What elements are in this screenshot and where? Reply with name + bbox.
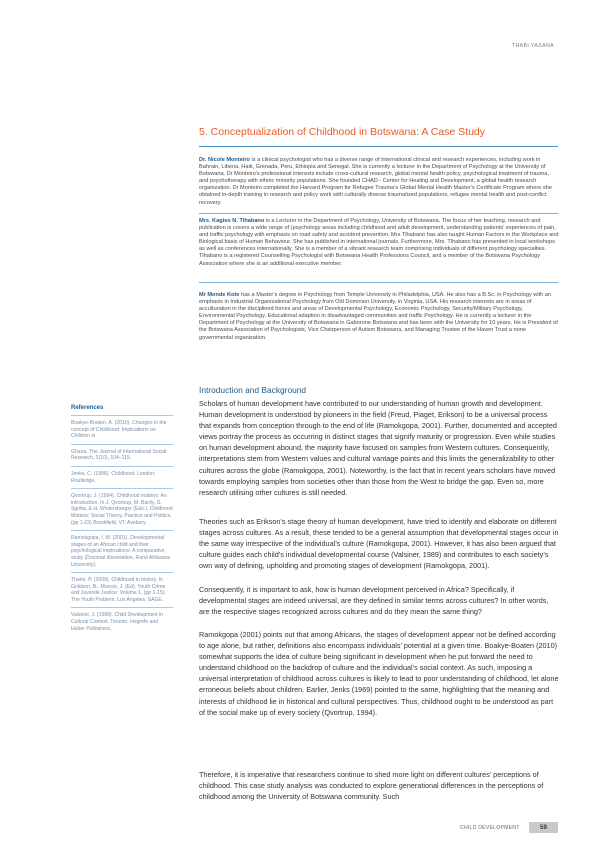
reference-item: Thane, P. (2009). Childhood in history. In Goldson, B., Muncie, J. (Ed), Youth Crime and Juvenile Justice: Volume 1, (pp 1-15). The Youth Problem. Los Angeles: SAGE. bbox=[71, 577, 166, 603]
author-name: Dr. Nicole Monteiro bbox=[199, 157, 250, 163]
author-bio-monteiro bbox=[199, 157, 559, 207]
body-paragraph: Consequently, it is important to ask, how is human development perceived in Africa? Specifically, if developmental stages are indeed universal, are they defined in similar terms across cultures? In other words, are the respective stages recognized across cultures and do they mean the same thing? bbox=[199, 585, 549, 617]
reference-item: Ghana. The Journal of International Social Research, 3(10), 104–115. bbox=[71, 448, 167, 462]
reference-item: Ramokgopa, I. M. (2001). Developmental stages of an African child and their psychological implications: A comparative study (Doctoral dissertation, Rand Afrikaans University). bbox=[71, 535, 171, 568]
footer-label: CHILD DEVELOPMENT bbox=[460, 825, 520, 831]
body-paragraph: Theories such as Erikson’s stage theory of human development, have tried to identify and elaborate on different stages across cultures. As a result, these tended to be a general assumption that developmental stages occur in the same way irrespective of the individual’s culture (Ramokgopa, 2001). However, it has also been argued that culture guides each child’s individual developmental course (Valsiner, 1989) and contributes to each society’s own way of defining, upholding and promoting stages of development (Ramokgopa, 2001). bbox=[199, 517, 559, 571]
reference-divider bbox=[71, 415, 173, 416]
reference-item: Valsiner, J. (1989). Child Development in Cultural Context. Toronto: Hogrefe and Huber Publishers. bbox=[71, 612, 163, 632]
reference-divider bbox=[71, 488, 173, 489]
body-paragraph: Scholars of human development have contributed to our understanding of human growth and development. Human development is understood by pioneers in the field (Freud, Piaget, Erikson) to be a universal process that expands from conception through to the end of life (Ramokgopa, 2001). Further, documented and accepted views portray the process as occurring in distinct stages that signify maturity or progression. Even while studies on human development abound, the majority have focused on samples from Western cultures. Consequently, interpretations stem from Western values and cultural vantage points and this limits the generalizability to other cultures across the globe (Ramokgopa, 2001). Noteworthy, is the fact that in recent years scholars have moved towards employing samples from societies other than those from the West to bridge the gap. Even so, more research utilising other cultures is still needed. bbox=[199, 399, 557, 497]
reference-item: Qvortrup, J. (1994). Childhood matters: An introduction. In J. Qvortrup, M. Bardy, G. Sgritta, & H. Wintersberger (Eds.), Childhood Matters: Social Theory, Practice and Politics, (pp 1-23) Brookfield, VT: Avebury. bbox=[71, 493, 173, 526]
section-heading: Introduction and Background bbox=[199, 385, 307, 395]
reference-divider bbox=[71, 444, 173, 445]
references-heading: References bbox=[71, 405, 104, 411]
author-bio-text: has a Master’s degree in Psychology from Temple University in Philadelphia, USA. He also has a B.Sc. in Psychology with an emphasis in Industrial Organizational Psychology from Old Dominion University, in Virginia, USA. His research interests are in areas of acculturation in the disciplined forces and areas of Developmental Psychology, Economic Psychology, Security/Military Psychology, Environmental Psychology, Educational adaption in disadvantaged communities and traffic Psychology. He is currently a lecturer in the Department of Psychology at the University of Botswana in Gaborone Botswana and has been with the University for 10 years. He is President of the Botswana Association of Psychologists, Vice Chairperson of Autism Botswana, and Managing Trustee of the Haven Trust a none governmental organization. bbox=[199, 292, 558, 341]
reference-item: Boakye-Boaten, A. (2010). Changes in the concept of Childhood: Implications on Children in bbox=[71, 420, 167, 440]
page-number: 59 bbox=[540, 824, 547, 831]
reference-divider bbox=[71, 466, 173, 467]
author-divider bbox=[199, 213, 558, 214]
chapter-title: 5. Conceptualization of Childhood in Botswana: A Case Study bbox=[199, 126, 486, 138]
body-paragraph: Ramokgopa (2001) points out that among Africans, the stages of development appear not be defined according to age alone, but rather, definitions also encompass individuals’ potential at a given time. Boakye-Boaten (2010) somewhat supports the idea of culture being significant in development when he put forward the need to understand childhood on the backdrop of culture and the individual’s social context. As such, imposing a universal interpretation of childhood across cultures is likely to lead to poor understanding of childhood, let alone erroneous beliefs about children. Earlier, Jenks (1969) pointed to the same, highlighting that the meaning and interests of childhood lie in historical and cultural perspectives. Thus, childhood ought to be understood as part of the social make up of every society (Qvortrup, 1994). bbox=[199, 630, 559, 717]
author-name: Mr Monde Kote bbox=[199, 292, 240, 298]
author-name: Mrs. Kagiso N. Tlhabano bbox=[199, 218, 265, 224]
reference-divider bbox=[71, 530, 173, 531]
reference-divider bbox=[71, 607, 173, 608]
title-rule bbox=[199, 146, 558, 147]
author-bio-text: is a Lecturer in the Department of Psychology, University of Botswana. The focus of her teaching, research and publication is covers a wide range of (psychology areas including childhood and adult development, understanding patients’ experiences of pain, and traffic psychology with emphasis on road safety and accident prevention. Mrs Tlhabano has also taught Human Factors in the Workplace and Biological basis of Human Behaviour. She has published in international journals. Furthermore, Mrs. Tlhabano has presented in local workshops as well as conferences internationally. She is a member of a vibrant research team comprising individuals of different psychology specialties. Tlhabano is a registered Counselling Psychologist with Botswana Health Professions Council, and a member of the Botswana Psychology Association where she is an additional executive member. bbox=[199, 218, 559, 267]
reference-divider bbox=[71, 572, 173, 573]
references-sidebar bbox=[71, 405, 173, 636]
author-bio-text: is a clinical psychologist who has a diverse range of international clinical and research experiences, including work in Bahrain, Liberia, Haiti, Grenada, Peru, Ethiopia and Senegal. She is currently a lecturer in the Department of Psychology at the University of Botswana. Dr Monteiro’s professional interests include cross-cultural research, global mental health policy, psychological treatment of trauma, and psychotherapy with ethnic minority populations. She founded CHAD - Center for Healing and Development, a global health research organization. Dr Monteiro completed the Harvard Program for Refugee Trauma’s Global Mental Health Master’s Certificate Program where she obtained in-depth training in research and policy work with culturally diverse traumatized populations, refugee mental health and post-conflict recovery. bbox=[199, 157, 552, 206]
running-head: THABI YASANA bbox=[511, 43, 554, 49]
author-divider bbox=[199, 282, 558, 283]
reference-item: Jenks, C. (1996). Childhood. London: Routledge. bbox=[71, 470, 156, 484]
body-paragraph: Therefore, it is imperative that researchers continue to shed more light on different cultures’ perceptions of childhood. This case study analysis was conducted to explore generational differences in the perceptions of childhood among the University of Botswana community. Such bbox=[199, 770, 544, 802]
author-bio-tlhabano bbox=[199, 218, 559, 268]
author-bio-kote bbox=[199, 292, 559, 342]
